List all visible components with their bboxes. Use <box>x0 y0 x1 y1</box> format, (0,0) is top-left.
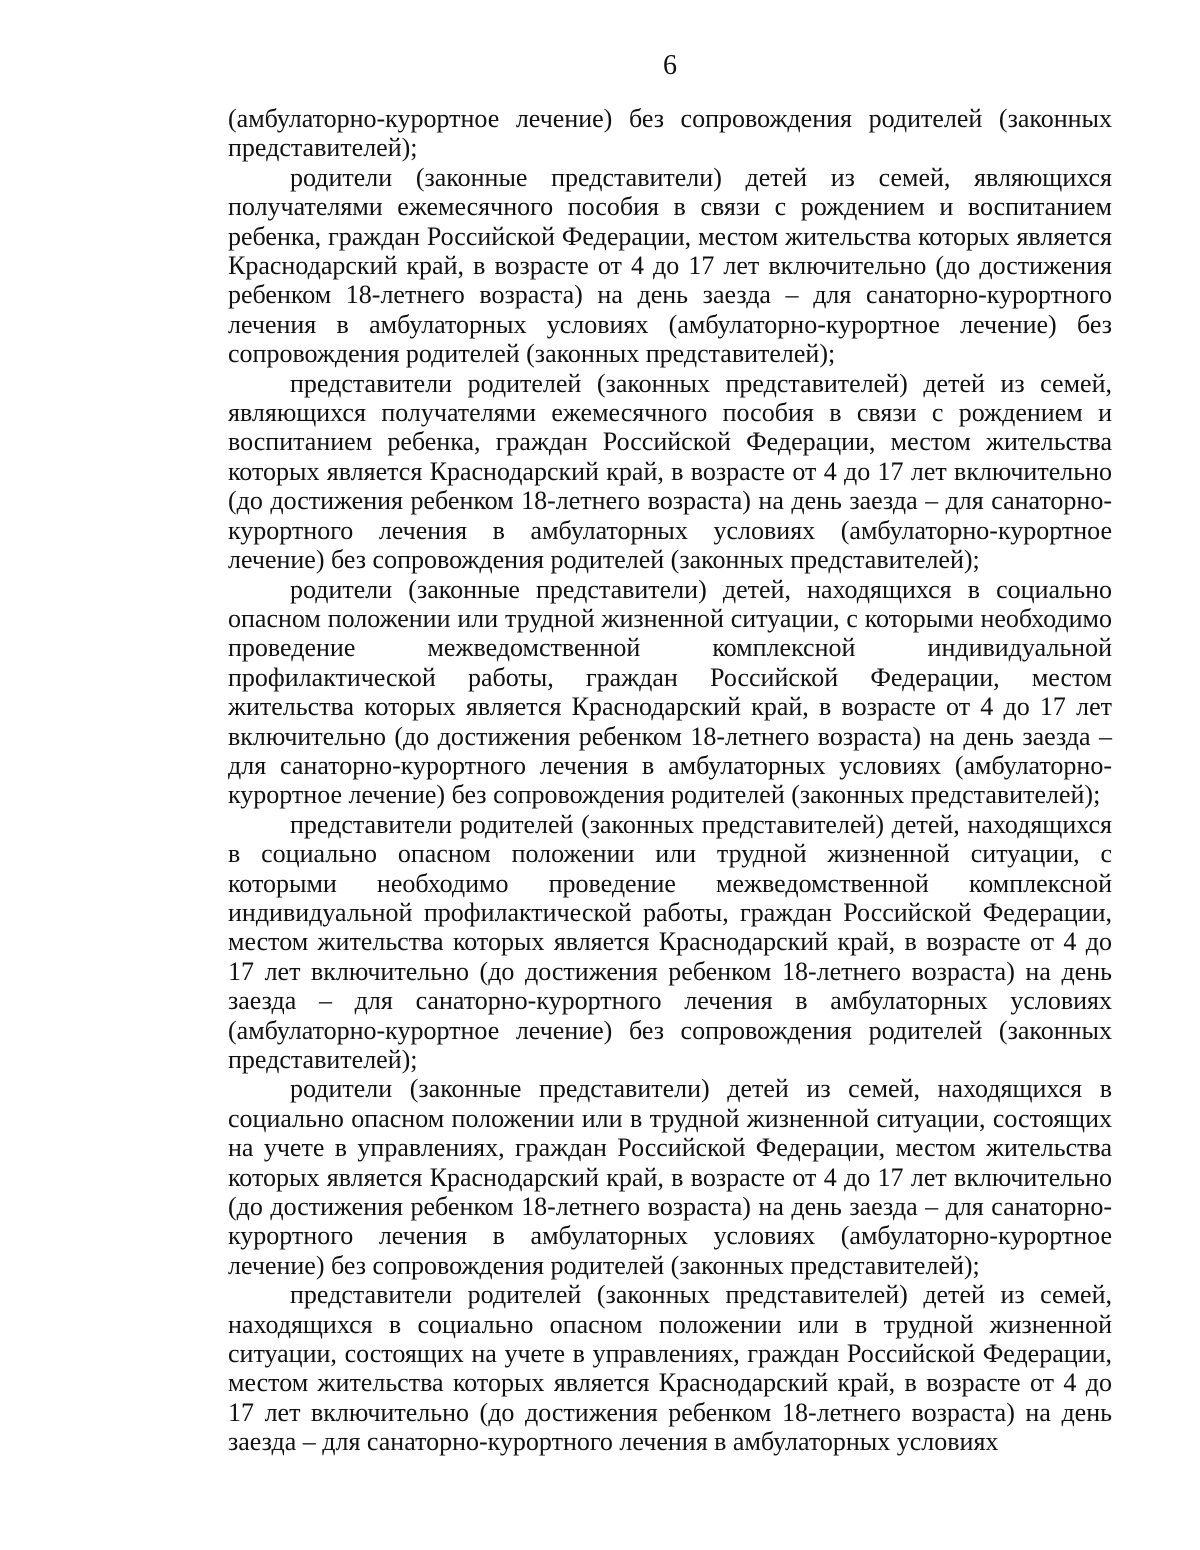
document-body <box>228 104 1112 1457</box>
paragraph: представители родителей (законных представителей) детей из семей, находящихся в социально опасном положении или в трудной жизненной ситуации, состоящих на учете в управлениях, граждан Российской Федерации, местом жительства которых является Краснодарский край, в возрасте от 4 до 17 лет включительно (до достижения ребенком 18-летнего возраста) на день заезда – для санаторно-курортного лечения в амбулаторных условиях <box>228 1280 1112 1457</box>
paragraph: родители (законные представители) детей из семей, являющихся получателями ежемесячного пособия в связи с рождением и воспитанием ребенка, граждан Российской Федерации, местом жительства которых является Краснодарский край, в возрасте от 4 до 17 лет включительно (до достижения ребенком 18-летнего возраста) на день заезда – для санаторно-курортного лечения в амбулаторных условиях (амбулаторно-курортное лечение) без сопровождения родителей (законных представителей); <box>228 162 1112 369</box>
paragraph: представители родителей (законных представителей) детей из семей, являющихся получателями ежемесячного пособия в связи с рождением и воспитанием ребенка, граждан Российской Федерации, местом жительства которых является Краснодарский край, в возрасте от 4 до 17 лет включительно (до достижения ребенком 18-летнего возраста) на день заезда – для санаторно-курортного лечения в амбулаторных условиях (амбулаторно-курортное лечение) без сопровождения родителей (законных представителей); <box>228 368 1112 575</box>
paragraph-continuation: (амбулаторно-курортное лечение) без сопровождения родителей (законных представителей); <box>228 104 1112 163</box>
paragraph: родители (законные представители) детей, находящихся в социально опасном положении или трудной жизненной ситуации, с которыми необходимо проведение межведомственной комплексной индивидуальной профилактической работы, граждан Российской Федерации, местом жительства которых является Краснодарский край, в возрасте от 4 до 17 лет включительно (до достижения ребенком 18-летнего возраста) на день заезда – для санаторно-курортного лечения в амбулаторных условиях (амбулаторно-курортное лечение) без сопровождения родителей (законных представителей); <box>228 574 1112 810</box>
page-number: 6 <box>663 50 677 81</box>
paragraph: родители (законные представители) детей из семей, находящихся в социально опасном положении или в трудной жизненной ситуации, состоящих на учете в управлениях, граждан Российской Федерации, местом жительства которых является Краснодарский край, в возрасте от 4 до 17 лет включительно (до достижения ребенком 18-летнего возраста) на день заезда – для санаторно-курортного лечения в амбулаторных условиях (амбулаторно-курортное лечение) без сопровождения родителей (законных представителей); <box>228 1074 1112 1280</box>
paragraph: представители родителей (законных представителей) детей, находящихся в социально опасном положении или трудной жизненной ситуации, с которыми необходимо проведение межведомственной комплексной индивидуальной профилактической работы, граждан Российской Федерации, местом жительства которых является Краснодарский край, в возрасте от 4 до 17 лет включительно (до достижения ребенком 18-летнего возраста) на день заезда – для санаторно-курортного лечения в амбулаторных условиях (амбулаторно-курортное лечение) без сопровождения родителей (законных представителей); <box>228 809 1112 1074</box>
